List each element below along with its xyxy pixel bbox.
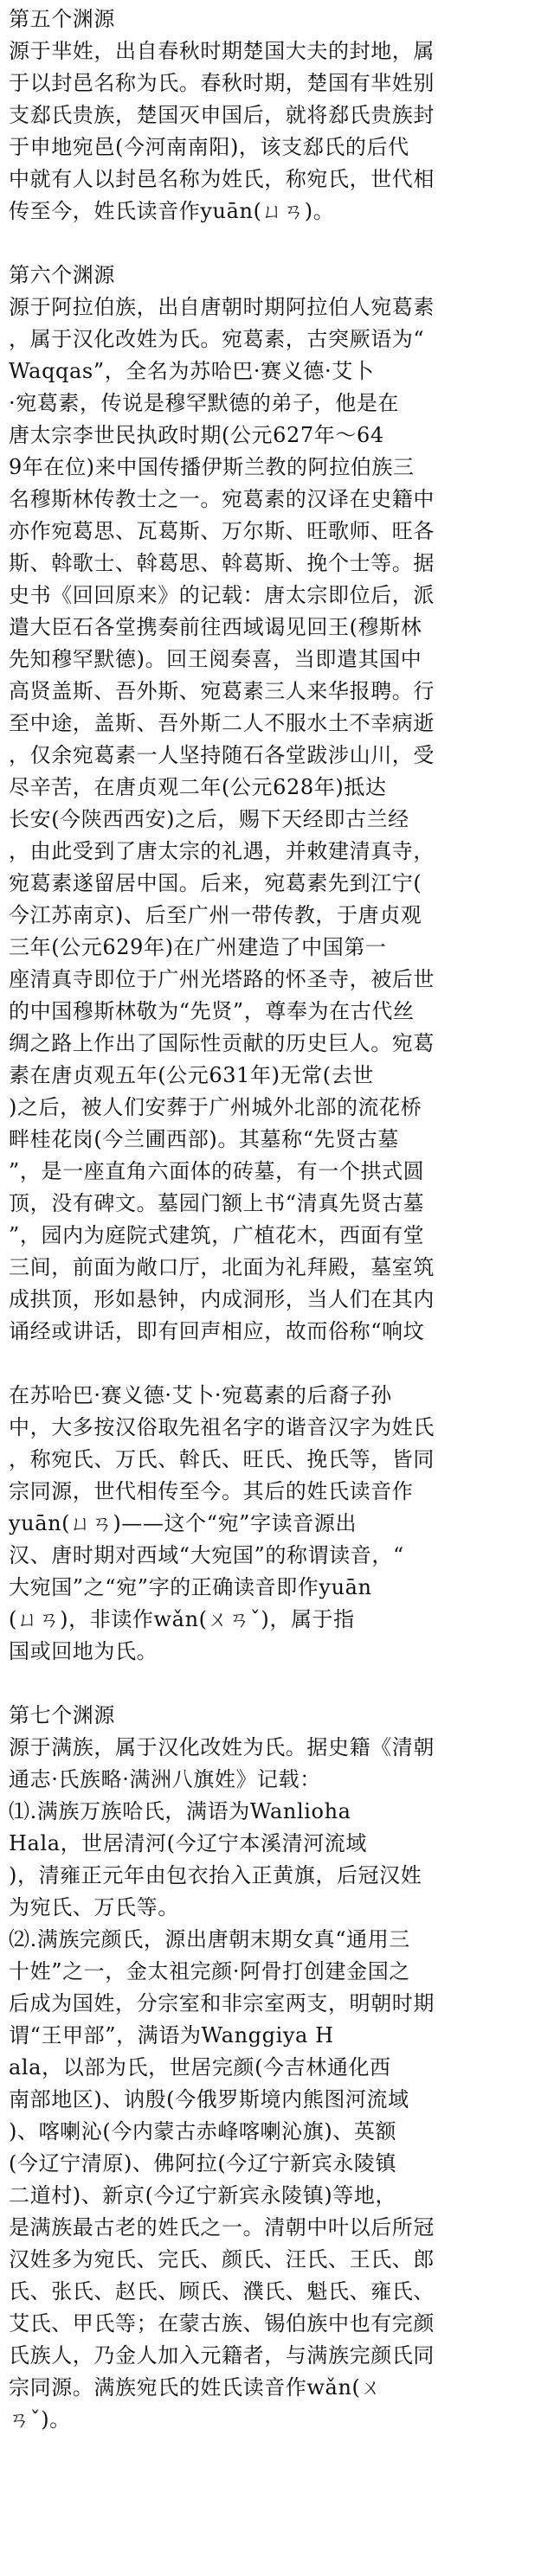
text-line: ”，园内为庭院式建筑，广植花木，西面有堂 [9, 1223, 425, 1247]
text-line: 宗同源。满族宛氏的姓氏读音作wǎn(ㄨ [9, 2375, 383, 2400]
text-line: 通志·氏族略·满洲八旗姓》记载： [9, 1767, 321, 1791]
text-line: 于以封邑名称为氏。春秋时期，楚国有芈姓别 [9, 71, 435, 95]
text-line: 汉姓多为宛氏、完氏、颜氏、汪氏、王氏、郎 [9, 2247, 435, 2272]
text-line: 二道村)、新京(今辽宁新宾永陵镇)等地， [9, 2183, 397, 2208]
text-line: 素在唐贞观五年(公元631年)无常(去世 [9, 1063, 374, 1087]
text-line: ，仅余宛葛素一人坚持随石各堂跋涉山川，受 [9, 743, 435, 767]
text-line: 今江苏南京)、后至广州一带传教，于唐贞观 [9, 903, 422, 927]
text-line: ㄢˇ)。 [9, 2407, 71, 2432]
text-line: 源于阿拉伯族，出自唐朝时期阿拉伯人宛葛素 [9, 295, 435, 319]
text-line: ，属于汉化改姓为氏。宛葛素，古突厥语为“ [9, 327, 425, 351]
text-line: 绸之路上作出了国际性贡献的历史巨人。宛葛 [9, 1031, 435, 1055]
text-line: 长安(今陕西西安)之后，赐下天经即古兰经 [9, 807, 409, 831]
section-heading: 第五个渊源 [9, 7, 115, 31]
text-line: 在苏哈巴·赛义德·艾卜·宛葛素的后裔子孙 [9, 1383, 392, 1407]
text-line: Waqqas”，全名为苏哈巴·赛义德·艾卜 [9, 359, 375, 383]
section-gap [9, 227, 545, 260]
text-line: 9年在位)来中国传播伊斯兰教的阿拉伯族三 [9, 455, 415, 479]
text-line: )、喀喇沁(今内蒙古赤峰喀喇沁旗)、英额 [9, 2119, 397, 2143]
text-line: 南部地区)、讷殷(今俄罗斯境内熊图河流域 [9, 2087, 409, 2111]
text-line: 三间，前面为敞口厅，北面为礼拜殿，墓室筑 [9, 1255, 435, 1279]
text-line: 座清真寺即位于广州光塔路的怀圣寺，被后世 [9, 967, 435, 991]
text-line: 氏、张氏、赵氏、顾氏、濮氏、魁氏、雍氏、 [9, 2279, 435, 2304]
text-line: 源于芈姓，出自春秋时期楚国大夫的封地，属 [9, 39, 435, 63]
text-line: )，清雍正元年由包衣抬入正黄旗，后冠汉姓 [9, 1863, 422, 1887]
text-line: 支郄氏贵族，楚国灭申国后，就将郄氏贵族封 [9, 103, 435, 127]
text-line: 宛葛素遂留居中国。后来，宛葛素先到江宁( [9, 871, 422, 895]
text-line: 先知穆罕默德)。回王阅奏喜，当即遣其国中 [9, 647, 422, 671]
text-line: 成拱顶，形如悬钟，内成洞形，当人们在其内 [9, 1287, 435, 1311]
text-line: ，称宛氏、万氏、斡氏、旺氏、挽氏等，皆同 [9, 1447, 435, 1471]
section-seventh-origin [9, 1700, 545, 2436]
text-line: 顶，没有碑文。墓园门额上书“清真先贤古墓 [9, 1191, 425, 1215]
text-line: 亦作宛葛思、瓦葛斯、万尔斯、旺歌师、旺各 [9, 519, 435, 543]
text-line: 三年(公元629年)在广州建造了中国第一 [9, 935, 387, 959]
text-line: 至中途，盖斯、吾外斯二人不服水土不幸病逝 [9, 711, 435, 735]
text-line: 于申地宛邑(今河南南阳)，该支郄氏的后代 [9, 135, 409, 159]
text-line: ⑴.满族万族哈氏，满语为Wanlioha [9, 1799, 351, 1823]
blank-line [9, 1348, 545, 1380]
text-line: 畔桂花岗(今兰圃西部)。其墓称“先贤古墓 [9, 1127, 399, 1151]
text-line: ，由此受到了唐太宗的礼遇，并敕建清真寺， [9, 839, 435, 863]
text-line: ala，以部为氏，世居完颜(今吉林通化西 [9, 2055, 391, 2079]
section-sixth-origin [9, 260, 545, 1668]
text-line: 后成为国姓，分宗室和非宗室两支，明朝时期 [9, 1991, 435, 2015]
text-line: )之后，被人们安葬于广州城外北部的流花桥 [9, 1095, 422, 1119]
text-line: 高贤盖斯、吾外斯、宛葛素三人来华报聘。行 [9, 679, 435, 703]
text-line: 十姓”之一，金太祖完颜·阿骨打创建金国之 [9, 1959, 410, 1983]
text-line: 中就有人以封邑名称为姓氏，称宛氏，世代相 [9, 167, 435, 191]
text-line: 名穆斯林传教士之一。宛葛素的汉译在史籍中 [9, 487, 435, 511]
text-line: 汉、唐时期对西域“大宛国”的称谓读音，“ [9, 1543, 404, 1567]
text-line: yuān(ㄩㄢ)——这个“宛”字读音源出 [9, 1511, 358, 1535]
text-line: 为宛氏、万氏等。 [9, 1895, 179, 1919]
text-line: ·宛葛素，传说是穆罕默德的弟子，他是在 [9, 391, 400, 415]
text-line: 谓“王甲部”，满语为Wanggiya H [9, 2023, 334, 2047]
text-line: ⑵.满族完颜氏，源出唐朝末期女真“通用三 [9, 1927, 410, 1951]
text-line: 是满族最古老的姓氏之一。清朝中叶以后所冠 [9, 2215, 435, 2240]
text-line: (今辽宁清原)、佛阿拉(今辽宁新宾永陵镇 [9, 2151, 397, 2176]
text-line: 诵经或讲话，即有回声相应，故而俗称“响坟 [9, 1319, 425, 1343]
text-line: Hala，世居清河(今辽宁本溪清河流域 [9, 1831, 367, 1855]
text-line: 中，大多按汉俗取先祖名字的谐音汉字为姓氏 [9, 1415, 435, 1439]
section-heading: 第七个渊源 [9, 1703, 115, 1727]
text-line: 大宛国”之“宛”字的正确读音即作yuān [9, 1575, 372, 1599]
text-line: ”，是一座直角六面体的砖墓，有一个拱式圆 [9, 1159, 425, 1183]
text-line: 斯、斡歌士、斡葛思、斡葛斯、挽个士等。据 [9, 551, 435, 575]
text-line: 艾氏、甲氏等；在蒙古族、锡伯族中也有完颜 [9, 2311, 435, 2336]
text-line: 氏族人，乃金人加入元籍者，与满族完颜氏同 [9, 2343, 435, 2368]
text-line: 源于满族，属于汉化改姓为氏。据史籍《清朝 [9, 1735, 435, 1759]
section-fifth-origin [9, 3, 545, 227]
text-line: 传至今，姓氏读音作yuān(ㄩㄢ)。 [9, 199, 335, 223]
section-heading: 第六个渊源 [9, 263, 115, 287]
text-line: 尽辛苦，在唐贞观二年(公元628年)抵达 [9, 775, 387, 799]
text-line: 国或回地为氏。 [9, 1639, 158, 1663]
section-gap [9, 1668, 545, 1700]
text-line: (ㄩㄢ)，非读作wǎn(ㄨㄢˇ)，属于指 [9, 1607, 355, 1631]
text-line: 史书《回回原来》的记载：唐太宗即位后，派 [9, 583, 435, 607]
text-line: 的中国穆斯林敬为“先贤”，尊奉为在古代丝 [9, 999, 415, 1023]
text-line: 宗同源，世代相传至今。其后的姓氏读音作 [9, 1479, 414, 1503]
text-line: 遣大臣石各堂携奏前往西域谒见回王(穆斯林 [9, 615, 422, 639]
text-line: 唐太宗李世民执政时期(公元627年～64 [9, 423, 384, 447]
